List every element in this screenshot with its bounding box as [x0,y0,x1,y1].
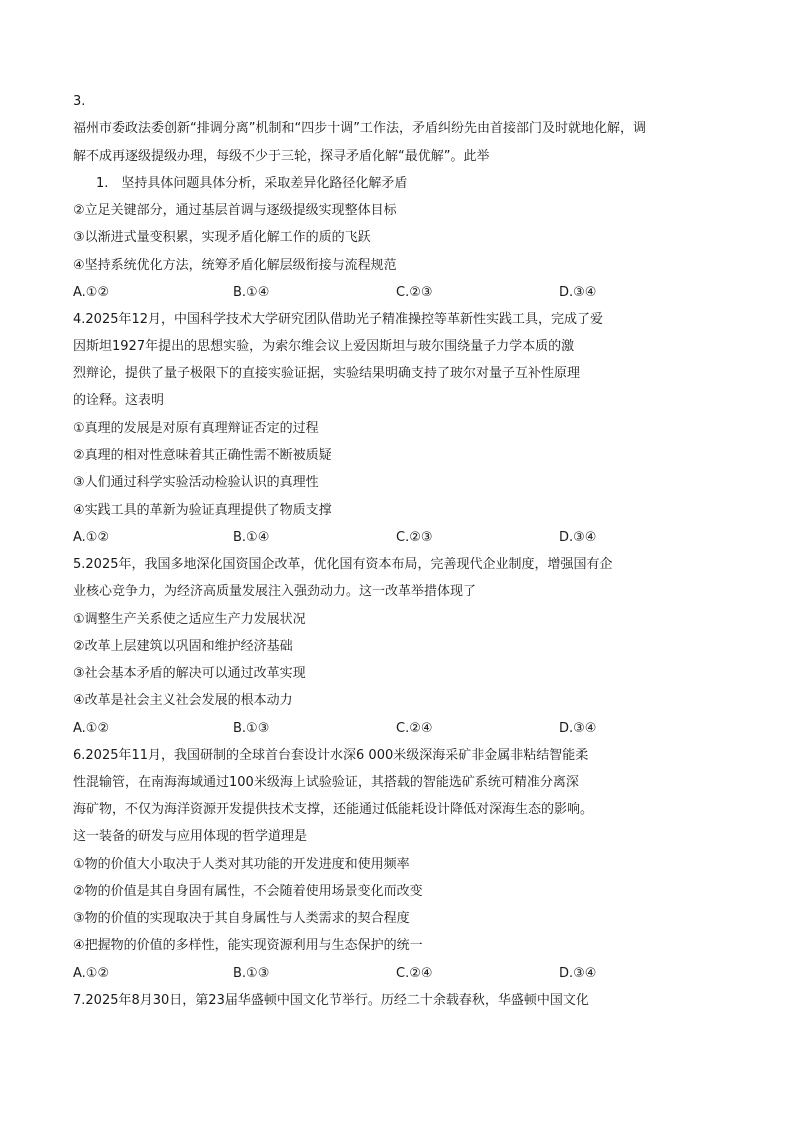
question-6-stem-line-2: 性混输管，在南海海域通过100米级海上试验验证，其搭载的智能选矿系统可精准分离深 [73,775,579,790]
question-6-statement-1: ①物的价值大小取决于人类对其功能的开发进度和使用频率 [73,857,410,872]
question-3-stem-line-2: 解不成再逐级提级办理，每级不少于三轮，探寻矛盾化解“最优解”。此举 [73,149,490,164]
question-5-statement-4: ④改革是社会主义社会发展的根本动力 [73,693,293,708]
question-5-stem-line-2: 业核心竞争力，为经济高质量发展注入强劲动力。这一改革举措体现了 [73,584,477,599]
question-6-stem-line-3: 海矿物，不仅为海洋资源开发提供技术支撑，还能通过低能耗设计降低对深海生态的影响。 [73,802,594,817]
question-5-options [73,720,713,738]
option-b: B.①④ [233,285,270,300]
question-4-stem-line-1: 4.2025年12月，中国科学技术大学研究团队借助光子精准操控等革新性实践工具，完成了爱 [73,312,604,327]
question-3-statement-2: ②立足关键部分，通过基层首调与逐级提级实现整体目标 [73,203,397,218]
question-6-statement-2: ②物的价值是其自身固有属性，不会随着使用场景变化而改变 [73,884,423,899]
question-4-options [73,529,713,547]
question-6-statement-4: ④把握物的价值的多样性，能实现资源利用与生态保护的统一 [73,938,423,953]
question-5-statement-1: ①调整生产关系使之适应生产力发展状况 [73,612,306,627]
option-b: B.①④ [233,530,270,545]
option-a: A.①② [73,721,110,736]
option-c: C.②③ [396,530,433,545]
question-6-stem-line-4: 这一装备的研发与应用体现的哲学道理是 [73,829,308,844]
option-b: B.①③ [233,721,270,736]
option-a: A.①② [73,285,110,300]
question-3-statement-3: ③以渐进式量变积累，实现矛盾化解工作的质的飞跃 [73,230,371,245]
question-6-options [73,965,713,983]
question-6-stem-line-1: 6.2025年11月，我国研制的全球首台套设计水深6 000米级深海采矿非金属非粘结智能柔 [73,748,589,763]
option-c: C.②④ [396,966,433,981]
option-c: C.②③ [396,285,433,300]
question-5-statement-3: ③社会基本矛盾的解决可以通过改革实现 [73,666,306,681]
question-3-stem-line-1: 福州市委政法委创新“排调分离”机制和“四步十调”工作法，矛盾纠纷先由首接部门及时就地化解，调 [73,121,646,136]
option-b: B.①③ [233,966,270,981]
question-4-stem-line-4: 的诠释。这表明 [73,393,165,408]
question-5-stem-line-1: 5.2025年，我国多地深化国资国企改革，优化国有资本布局，完善现代企业制度，增强国有企 [73,557,613,572]
question-3-statement-1: 1. 坚持具体问题具体分析，采取差异化路径化解矛盾 [96,176,408,191]
option-d: D.③④ [559,966,597,981]
question-6-statement-3: ③物的价值的实现取决于其自身属性与人类需求的契合程度 [73,911,410,926]
question-3-options [73,284,713,302]
option-d: D.③④ [559,530,597,545]
option-d: D.③④ [559,721,597,736]
question-4-statement-2: ②真理的相对性意味着其正确性需不断被质疑 [73,448,332,463]
question-4-statement-4: ④实践工具的革新为验证真理提供了物质支撑 [73,503,332,518]
question-4-stem-line-2: 因斯坦1927年提出的思想实验，为索尔维会议上爱因斯坦与玻尔围绕量子力学本质的激 [73,339,575,354]
question-3-number: 3. [73,94,86,109]
question-4-statement-1: ①真理的发展是对原有真理辩证否定的过程 [73,421,319,436]
option-d: D.③④ [559,285,597,300]
question-3-statement-4: ④坚持系统优化方法，统筹矛盾化解层级衔接与流程规范 [73,258,397,273]
question-5-statement-2: ②改革上层建筑以巩固和维护经济基础 [73,639,293,654]
question-4-stem-line-3: 烈辩论，提供了量子极限下的直接实验证据，实验结果明确支持了玻尔对量子互补性原理 [73,366,581,381]
option-a: A.①② [73,530,110,545]
option-c: C.②④ [396,721,433,736]
question-7-stem-line-1: 7.2025年8月30日，第23届华盛顿中国文化节举行。历经二十余载春秋，华盛顿中国文化 [73,993,589,1008]
question-4-statement-3: ③人们通过科学实验活动检验认识的真理性 [73,475,319,490]
option-a: A.①② [73,966,110,981]
